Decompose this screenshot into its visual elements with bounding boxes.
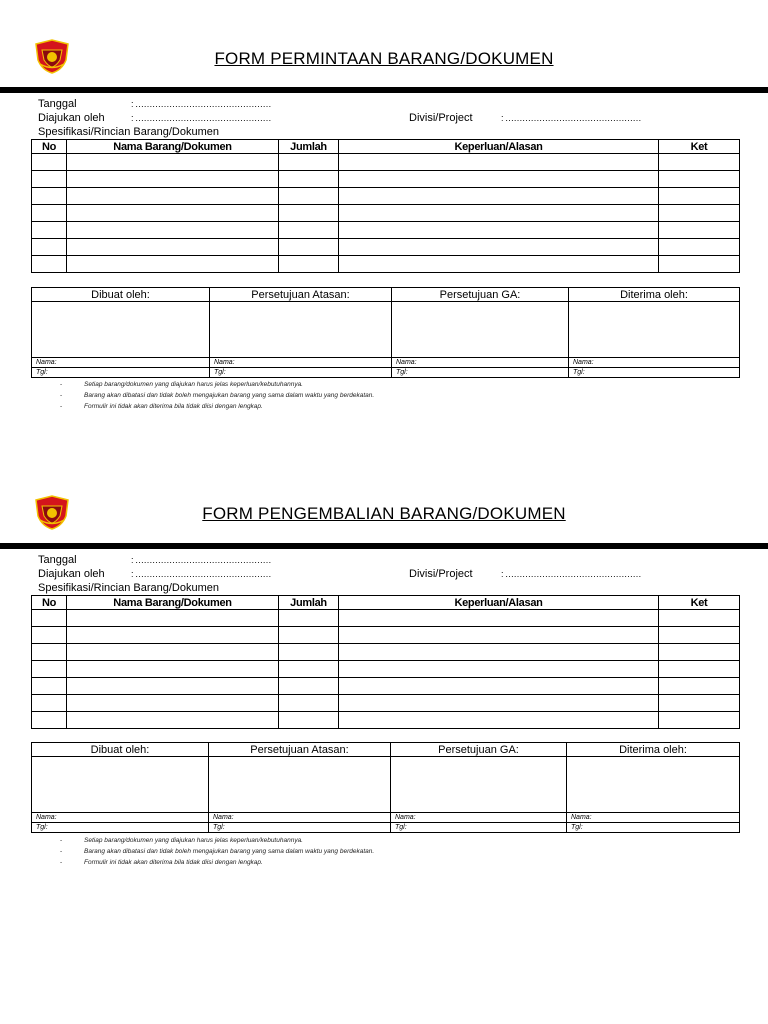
note-item: - Formulir ini tidak akan diterima bila tidak diisi dengan lengkap. [60, 857, 374, 868]
col-header-nama: Nama Barang/Dokumen [67, 140, 279, 154]
form-title: FORM PERMINTAAN BARANG/DOKUMEN [214, 49, 554, 68]
tgl-field[interactable]: Tgl: [391, 823, 567, 833]
label-diajukan: Diajukan oleh [38, 112, 105, 124]
nama-field[interactable]: Nama: [209, 813, 391, 823]
nama-field[interactable]: Nama: [567, 813, 740, 823]
col-header-jumlah: Jumlah [279, 140, 339, 154]
tgl-field[interactable]: Tgl: [392, 368, 569, 378]
signature-box[interactable] [569, 302, 740, 358]
label-diajukan: Diajukan oleh [38, 568, 105, 580]
sign-header-ga: Persetujuan GA: [392, 288, 569, 302]
field-divisi[interactable]: : ………………………………………… [501, 113, 642, 123]
tgl-field[interactable]: Tgl: [210, 368, 392, 378]
sign-header-diterima: Diterima oleh: [569, 288, 740, 302]
sign-header-atasan: Persetujuan Atasan: [209, 743, 391, 757]
table-row[interactable] [32, 712, 740, 729]
table-row[interactable] [32, 610, 740, 627]
note-item: - Setiap barang/dokumen yang diajukan harus jelas keperluan/kebutuhannya. [60, 379, 374, 390]
sign-header-ga: Persetujuan GA: [391, 743, 567, 757]
nama-field[interactable]: Nama: [32, 358, 210, 368]
signature-box[interactable] [210, 302, 392, 358]
items-table [31, 595, 740, 729]
col-header-ket: Ket [659, 140, 740, 154]
table-row[interactable] [32, 627, 740, 644]
signature-box[interactable] [391, 757, 567, 813]
table-header-row [32, 140, 740, 154]
table-row[interactable] [32, 661, 740, 678]
tgl-field[interactable]: Tgl: [32, 368, 210, 378]
header-rule [0, 87, 768, 93]
notes-list [60, 835, 374, 868]
sign-header-dibuat: Dibuat oleh: [32, 743, 209, 757]
table-row[interactable] [32, 154, 740, 171]
nama-field[interactable]: Nama: [392, 358, 569, 368]
signature-box[interactable] [32, 302, 210, 358]
col-header-ket: Ket [659, 596, 740, 610]
table-row[interactable] [32, 695, 740, 712]
col-header-keperluan: Keperluan/Alasan [339, 596, 659, 610]
nama-field[interactable]: Nama: [569, 358, 740, 368]
table-row[interactable] [32, 205, 740, 222]
label-divisi: Divisi/Project [409, 112, 473, 124]
field-tanggal[interactable]: : ………………………………………… [131, 99, 272, 109]
nama-field[interactable]: Nama: [391, 813, 567, 823]
form-title: FORM PENGEMBALIAN BARANG/DOKUMEN [202, 504, 566, 523]
tgl-field[interactable]: Tgl: [569, 368, 740, 378]
nama-field[interactable]: Nama: [32, 813, 209, 823]
field-divisi[interactable]: : ………………………………………… [501, 569, 642, 579]
tgl-field[interactable]: Tgl: [567, 823, 740, 833]
field-tanggal[interactable]: : ………………………………………… [131, 555, 272, 565]
signature-box[interactable] [567, 757, 740, 813]
field-diajukan[interactable]: : ………………………………………… [131, 113, 272, 123]
label-spesifikasi: Spesifikasi/Rincian Barang/Dokumen [38, 582, 219, 594]
note-item: - Barang akan dibatasi dan tidak boleh mengajukan barang yang sama dalam waktu yang berdekatan. [60, 390, 374, 401]
nama-field[interactable]: Nama: [210, 358, 392, 368]
table-row[interactable] [32, 239, 740, 256]
signature-table [31, 742, 740, 833]
sign-header-dibuat: Dibuat oleh: [32, 288, 210, 302]
label-tanggal: Tanggal [38, 554, 77, 566]
label-divisi: Divisi/Project [409, 568, 473, 580]
note-item: - Formulir ini tidak akan diterima bila tidak diisi dengan lengkap. [60, 401, 374, 412]
signature-box[interactable] [32, 757, 209, 813]
tgl-field[interactable]: Tgl: [209, 823, 391, 833]
sign-header-diterima: Diterima oleh: [567, 743, 740, 757]
items-table [31, 139, 740, 273]
header-rule [0, 543, 768, 549]
table-row[interactable] [32, 188, 740, 205]
table-row[interactable] [32, 644, 740, 661]
field-diajukan[interactable]: : ………………………………………… [131, 569, 272, 579]
col-header-keperluan: Keperluan/Alasan [339, 140, 659, 154]
col-header-nama: Nama Barang/Dokumen [67, 596, 279, 610]
col-header-no: No [32, 596, 67, 610]
table-row[interactable] [32, 678, 740, 695]
table-row[interactable] [32, 171, 740, 188]
table-row[interactable] [32, 256, 740, 273]
signature-table [31, 287, 740, 378]
table-header-row [32, 596, 740, 610]
label-tanggal: Tanggal [38, 98, 77, 110]
tgl-field[interactable]: Tgl: [32, 823, 209, 833]
label-spesifikasi: Spesifikasi/Rincian Barang/Dokumen [38, 126, 219, 138]
signature-box[interactable] [209, 757, 391, 813]
table-row[interactable] [32, 222, 740, 239]
note-item: - Setiap barang/dokumen yang diajukan harus jelas keperluan/kebutuhannya. [60, 835, 374, 846]
col-header-jumlah: Jumlah [279, 596, 339, 610]
sign-header-atasan: Persetujuan Atasan: [210, 288, 392, 302]
signature-box[interactable] [392, 302, 569, 358]
note-item: - Barang akan dibatasi dan tidak boleh mengajukan barang yang sama dalam waktu yang berdekatan. [60, 846, 374, 857]
col-header-no: No [32, 140, 67, 154]
notes-list [60, 379, 374, 412]
